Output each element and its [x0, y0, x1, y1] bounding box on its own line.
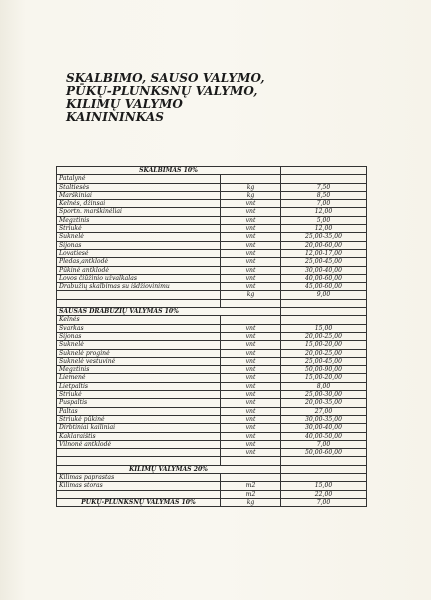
table-row: [57, 233, 367, 241]
item-price: [281, 316, 367, 324]
item-unit: vnt: [221, 432, 281, 440]
item-unit: kg: [221, 183, 281, 191]
item-name: Suknelė: [57, 341, 221, 349]
table-row: [57, 249, 367, 257]
title-line: KILIMŲ VALYMO: [66, 97, 183, 111]
item-name: Kaklaraištis: [57, 432, 221, 440]
table-row: [57, 482, 367, 490]
item-price: 12,00-17,00: [281, 249, 367, 257]
title-line: KAINININKAS: [66, 110, 165, 124]
table-row: [57, 291, 367, 299]
item-unit: vnt: [221, 357, 281, 365]
table-row: [57, 374, 367, 382]
item-name: Pledas,antklodė: [57, 258, 221, 266]
item-unit: vnt: [221, 208, 281, 216]
item-price: 20,00-60,00: [281, 241, 367, 249]
table-row: [57, 191, 367, 199]
item-price: 25,00-35,00: [281, 233, 367, 241]
item-name: Kilimas paprastas: [57, 473, 221, 481]
item-price: 9,00: [281, 291, 367, 299]
section-header-row: [57, 465, 367, 473]
item-price: 25,00-45,00: [281, 357, 367, 365]
item-unit: vnt: [221, 283, 281, 291]
item-price: 8,50: [281, 191, 367, 199]
table-row: [57, 432, 367, 440]
item-name: Suknelė: [57, 233, 221, 241]
item-name: Sijonas: [57, 241, 221, 249]
item-unit: [221, 316, 281, 324]
table-row: [57, 424, 367, 432]
table-row: [57, 357, 367, 365]
empty-cell: [281, 308, 367, 316]
item-price: 27,00: [281, 407, 367, 415]
price-table: [56, 166, 367, 507]
item-name: Puspaltis: [57, 399, 221, 407]
item-price: 30,00-35,00: [281, 415, 367, 423]
item-price: 20,00-25,00: [281, 332, 367, 340]
item-name: Kelnės: [57, 316, 221, 324]
empty-cell: [281, 465, 367, 473]
title-line: PŪKŲ-PLUNKSNŲ VALYMO,: [66, 84, 258, 98]
item-name: Lovos čiūžinio užvalkalas: [57, 274, 221, 282]
item-unit: vnt: [221, 449, 281, 457]
table-row: [57, 183, 367, 191]
item-name: [57, 449, 221, 457]
empty-cell: [57, 299, 221, 307]
item-unit: vnt: [221, 349, 281, 357]
item-price: 40,00-50,00: [281, 432, 367, 440]
item-unit: vnt: [221, 241, 281, 249]
item-name: Suknelė proginė: [57, 349, 221, 357]
item-unit: vnt: [221, 274, 281, 282]
item-name: Kelnės, džinsai: [57, 200, 221, 208]
item-name: Švarkas: [57, 324, 221, 332]
item-unit: vnt: [221, 225, 281, 233]
item-price: 22,00: [281, 490, 367, 498]
table-row: [57, 490, 367, 498]
table-row: [57, 415, 367, 423]
item-name: Striukė pūkinė: [57, 415, 221, 423]
table-row: [57, 332, 367, 340]
table-row: [57, 341, 367, 349]
item-price: 50,00-90,00: [281, 366, 367, 374]
item-unit: [221, 473, 281, 481]
item-name: Liemenė: [57, 374, 221, 382]
item-name: Kilimas storas: [57, 482, 221, 490]
section-header-row: [57, 167, 367, 175]
item-unit: vnt: [221, 249, 281, 257]
item-unit: m2: [221, 482, 281, 490]
table-row: [57, 274, 367, 282]
item-unit: kg: [221, 498, 281, 506]
item-unit: vnt: [221, 391, 281, 399]
item-price: 15,00: [281, 482, 367, 490]
table-row: [57, 473, 367, 481]
table-row: [57, 349, 367, 357]
item-unit: vnt: [221, 233, 281, 241]
empty-cell: [281, 457, 367, 465]
empty-cell: [221, 457, 281, 465]
item-unit: vnt: [221, 341, 281, 349]
item-unit: vnt: [221, 407, 281, 415]
item-price: 50,00-60,00: [281, 449, 367, 457]
item-name: Paltas: [57, 407, 221, 415]
item-name: Marškiniai: [57, 191, 221, 199]
table-row: [57, 407, 367, 415]
item-price: 7,00: [281, 200, 367, 208]
spacer-row: [57, 299, 367, 307]
table-row: [57, 216, 367, 224]
empty-cell: [281, 167, 367, 175]
table-row: [57, 399, 367, 407]
item-price: 15,00: [281, 324, 367, 332]
item-price: 30,00-40,00: [281, 424, 367, 432]
item-unit: vnt: [221, 374, 281, 382]
item-name: Suknelė vestuvinė: [57, 357, 221, 365]
item-unit: [221, 175, 281, 183]
item-unit: vnt: [221, 266, 281, 274]
item-price: 40,00-60,00: [281, 274, 367, 282]
item-price: 8,00: [281, 382, 367, 390]
item-name: Megztinis: [57, 216, 221, 224]
table-row: [57, 175, 367, 183]
title-line: SKALBIMO, SAUSO VALYMO,: [66, 71, 265, 85]
item-unit: m2: [221, 490, 281, 498]
table-row: [57, 316, 367, 324]
item-name: [57, 291, 221, 299]
item-name: Megztinis: [57, 366, 221, 374]
item-price: 5,00: [281, 216, 367, 224]
item-unit: kg: [221, 191, 281, 199]
item-name: Pūkinė antklodė: [57, 266, 221, 274]
page-title: [66, 72, 265, 124]
table-row: [57, 440, 367, 448]
item-unit: vnt: [221, 382, 281, 390]
item-price: 25,00-30,00: [281, 391, 367, 399]
item-unit: vnt: [221, 216, 281, 224]
item-unit: vnt: [221, 366, 281, 374]
item-unit: vnt: [221, 424, 281, 432]
section-header: SAUSAS DRABUŽIŲ VALYMAS 10%: [57, 308, 281, 316]
item-name: Patalynė: [57, 175, 221, 183]
item-price: 7,00: [281, 498, 367, 506]
table-row: [57, 200, 367, 208]
item-unit: vnt: [221, 332, 281, 340]
section-header: KILIMŲ VALYMAS 20%: [57, 465, 281, 473]
table-row: [57, 324, 367, 332]
table-row: [57, 225, 367, 233]
section-header-row: [57, 498, 367, 506]
item-price: 7,50: [281, 183, 367, 191]
item-name: Sijonas: [57, 332, 221, 340]
section-header-row: [57, 308, 367, 316]
spacer-row: [57, 457, 367, 465]
item-unit: kg: [221, 291, 281, 299]
item-name: Vilnonė antklodė: [57, 440, 221, 448]
table-row: [57, 266, 367, 274]
item-unit: vnt: [221, 399, 281, 407]
item-name: Lovatiesė: [57, 249, 221, 257]
table-row: [57, 449, 367, 457]
item-name: Dirbtiniai kailiniai: [57, 424, 221, 432]
item-name: Drabužių skalbimas su išdžiovinimu: [57, 283, 221, 291]
item-price: [281, 473, 367, 481]
table-row: [57, 283, 367, 291]
item-price: 12,00: [281, 225, 367, 233]
item-price: 20,00-25,00: [281, 349, 367, 357]
item-unit: vnt: [221, 415, 281, 423]
item-name: Lietpaltis: [57, 382, 221, 390]
empty-cell: [221, 299, 281, 307]
empty-cell: [57, 457, 221, 465]
item-price: [281, 175, 367, 183]
item-name: Striukė: [57, 225, 221, 233]
item-unit: vnt: [221, 200, 281, 208]
item-price: 12,00: [281, 208, 367, 216]
item-price: 7,00: [281, 440, 367, 448]
item-price: 15,00-20,00: [281, 374, 367, 382]
section-header: SKALBIMAS 10%: [57, 167, 281, 175]
item-unit: vnt: [221, 440, 281, 448]
item-price: 20,00-35,00: [281, 399, 367, 407]
item-price: 25,00-45,00: [281, 258, 367, 266]
table-row: [57, 391, 367, 399]
table-row: [57, 366, 367, 374]
empty-cell: [281, 299, 367, 307]
item-price: 45,00-60,00: [281, 283, 367, 291]
item-name: [57, 490, 221, 498]
item-unit: vnt: [221, 258, 281, 266]
item-name: Striukė: [57, 391, 221, 399]
table-row: [57, 208, 367, 216]
table-row: [57, 241, 367, 249]
item-price: 15,00-20,00: [281, 341, 367, 349]
item-name: Sportn. marškinėliai: [57, 208, 221, 216]
item-name: Staltiesės: [57, 183, 221, 191]
item-unit: vnt: [221, 324, 281, 332]
section-header: PŪKŲ-PLUNKSNŲ VALYMAS 10%: [57, 498, 221, 506]
table-row: [57, 382, 367, 390]
item-price: 30,00-40,00: [281, 266, 367, 274]
table-row: [57, 258, 367, 266]
